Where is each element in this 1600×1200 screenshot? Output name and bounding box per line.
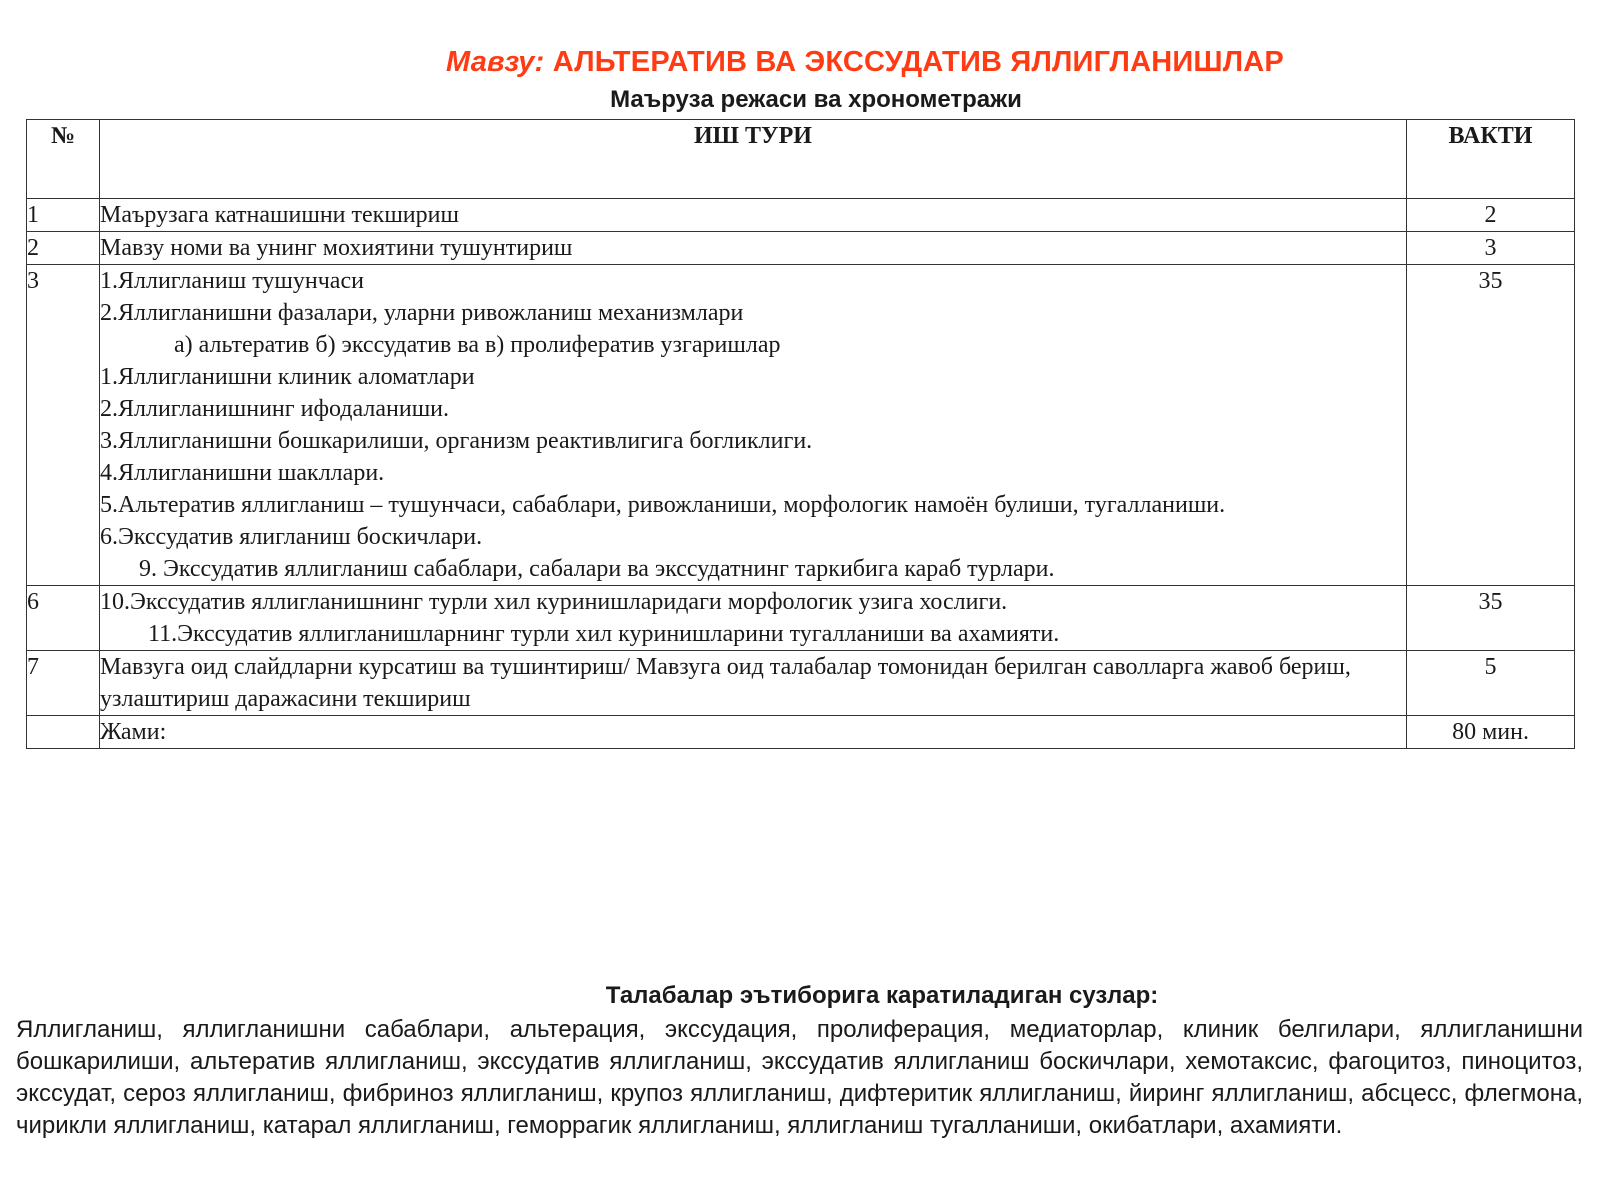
row-work-type [100, 265, 1407, 586]
total-time: 80 мин. [1407, 716, 1575, 749]
column-header-time: ВАКТИ [1407, 120, 1575, 199]
keywords-heading: Талабалар эътиборига каратиладиган сузлар: [605, 982, 1159, 1009]
lecture-schedule-table [26, 119, 1575, 749]
row-number [27, 716, 100, 749]
table-row [27, 232, 1575, 265]
row-number: 1 [27, 199, 100, 232]
row-number: 6 [27, 586, 100, 651]
work-line: 4.Яллигланишни шакллари. [100, 460, 385, 486]
table-total-row [27, 716, 1575, 749]
work-line: 1.Яллигланишни клиник аломатлари [100, 364, 475, 390]
row-work-type [100, 199, 1407, 232]
work-line: 2.Яллигланишни фазалари, уларни ривожланиш механизмлари [100, 300, 744, 326]
work-line: 10.Экссудатив яллигланишнинг турли хил куринишларидаги морфологик узига хослиги. [100, 589, 1008, 615]
row-work-type [100, 232, 1407, 265]
table-row [27, 265, 1575, 586]
row-time: 5 [1407, 651, 1575, 716]
table-row [27, 586, 1575, 651]
row-time: 35 [1407, 265, 1575, 586]
row-number: 3 [27, 265, 100, 586]
row-number: 7 [27, 651, 100, 716]
work-line: 5.Альтератив яллигланиш – тушунчаси, сабаблари, ривожланиши, морфологик намоён булиши, тугалланиши. [100, 492, 1226, 518]
keywords-paragraph: Яллигланиш, яллигланишни сабаблари, альтерация, экссудация, пролиферация, медиаторлар, клиник белгилари, яллигланишни бошкарилиши, альтератив яллигланиш, экссудатив яллигланиш, экссудатив яллигланиш боскичлари, хемотаксис, фагоцитоз, пиноцитоз, экссудат, сероз яллигланиш, фибриноз яллигланиш, крупоз яллигланиш, дифтеритик яллигланиш, йиринг яллигланиш, абсцесс, флегмона, чирикли яллигланиш, катарал яллигланиш, геморрагик яллигланиш, яллигланиш тугалланиши, окибатлари, ахамияти. [16, 1016, 1583, 1139]
row-time: 3 [1407, 232, 1575, 265]
work-line: 1.Яллигланиш тушунчаси [100, 268, 364, 294]
title-main: АЛЬТЕРАТИВ ВА ЭКССУДАТИВ ЯЛЛИГЛАНИШЛАР [552, 46, 1284, 78]
row-number: 2 [27, 232, 100, 265]
work-line: Маърузага катнашишни текшириш [100, 202, 459, 228]
work-line: 2.Яллигланишнинг ифодаланиши. [100, 396, 450, 422]
table-header-row [27, 120, 1575, 199]
work-line: Мавзуга оид слайдларни курсатиш ва тушинтириш/ Мавзуга оид талабалар томонидан берилган саволларга жавоб бериш, узлаштириш даражасини текшириш [100, 654, 1351, 712]
row-work-type [100, 586, 1407, 651]
row-work-type [100, 716, 1407, 749]
work-line: 3.Яллигланишни бошкарилиши, организм реактивлигига богликлиги. [100, 428, 813, 454]
document-subtitle: Маърузa режаси ва хронометражи [610, 86, 1022, 113]
table-row [27, 199, 1575, 232]
title-prefix: Мавзу: [446, 46, 545, 78]
work-line: Мавзу номи ва унинг мохиятини тушунтириш [100, 235, 573, 261]
document-title [0, 46, 1600, 79]
row-work-type [100, 651, 1407, 716]
table-row [27, 651, 1575, 716]
work-line: а) альтератив б) экссудатив ва в) пролифератив узгаришлар [174, 332, 781, 358]
work-line: 9. Экссудатив яллигланиш сабаблари, сабалари ва экссудатнинг таркибига караб турлари. [139, 556, 1055, 582]
row-time: 35 [1407, 586, 1575, 651]
total-label: Жами: [100, 719, 167, 745]
row-time: 2 [1407, 199, 1575, 232]
column-header-number: № [27, 120, 100, 199]
work-line: 11.Экссудатив яллигланишларнинг турли хил куринишларини тугалланиши ва ахамияти. [148, 621, 1060, 647]
work-line: 6.Экссудатив ялигланиш боскичлари. [100, 524, 483, 550]
column-header-work-type: ИШ ТУРИ [100, 120, 1407, 199]
